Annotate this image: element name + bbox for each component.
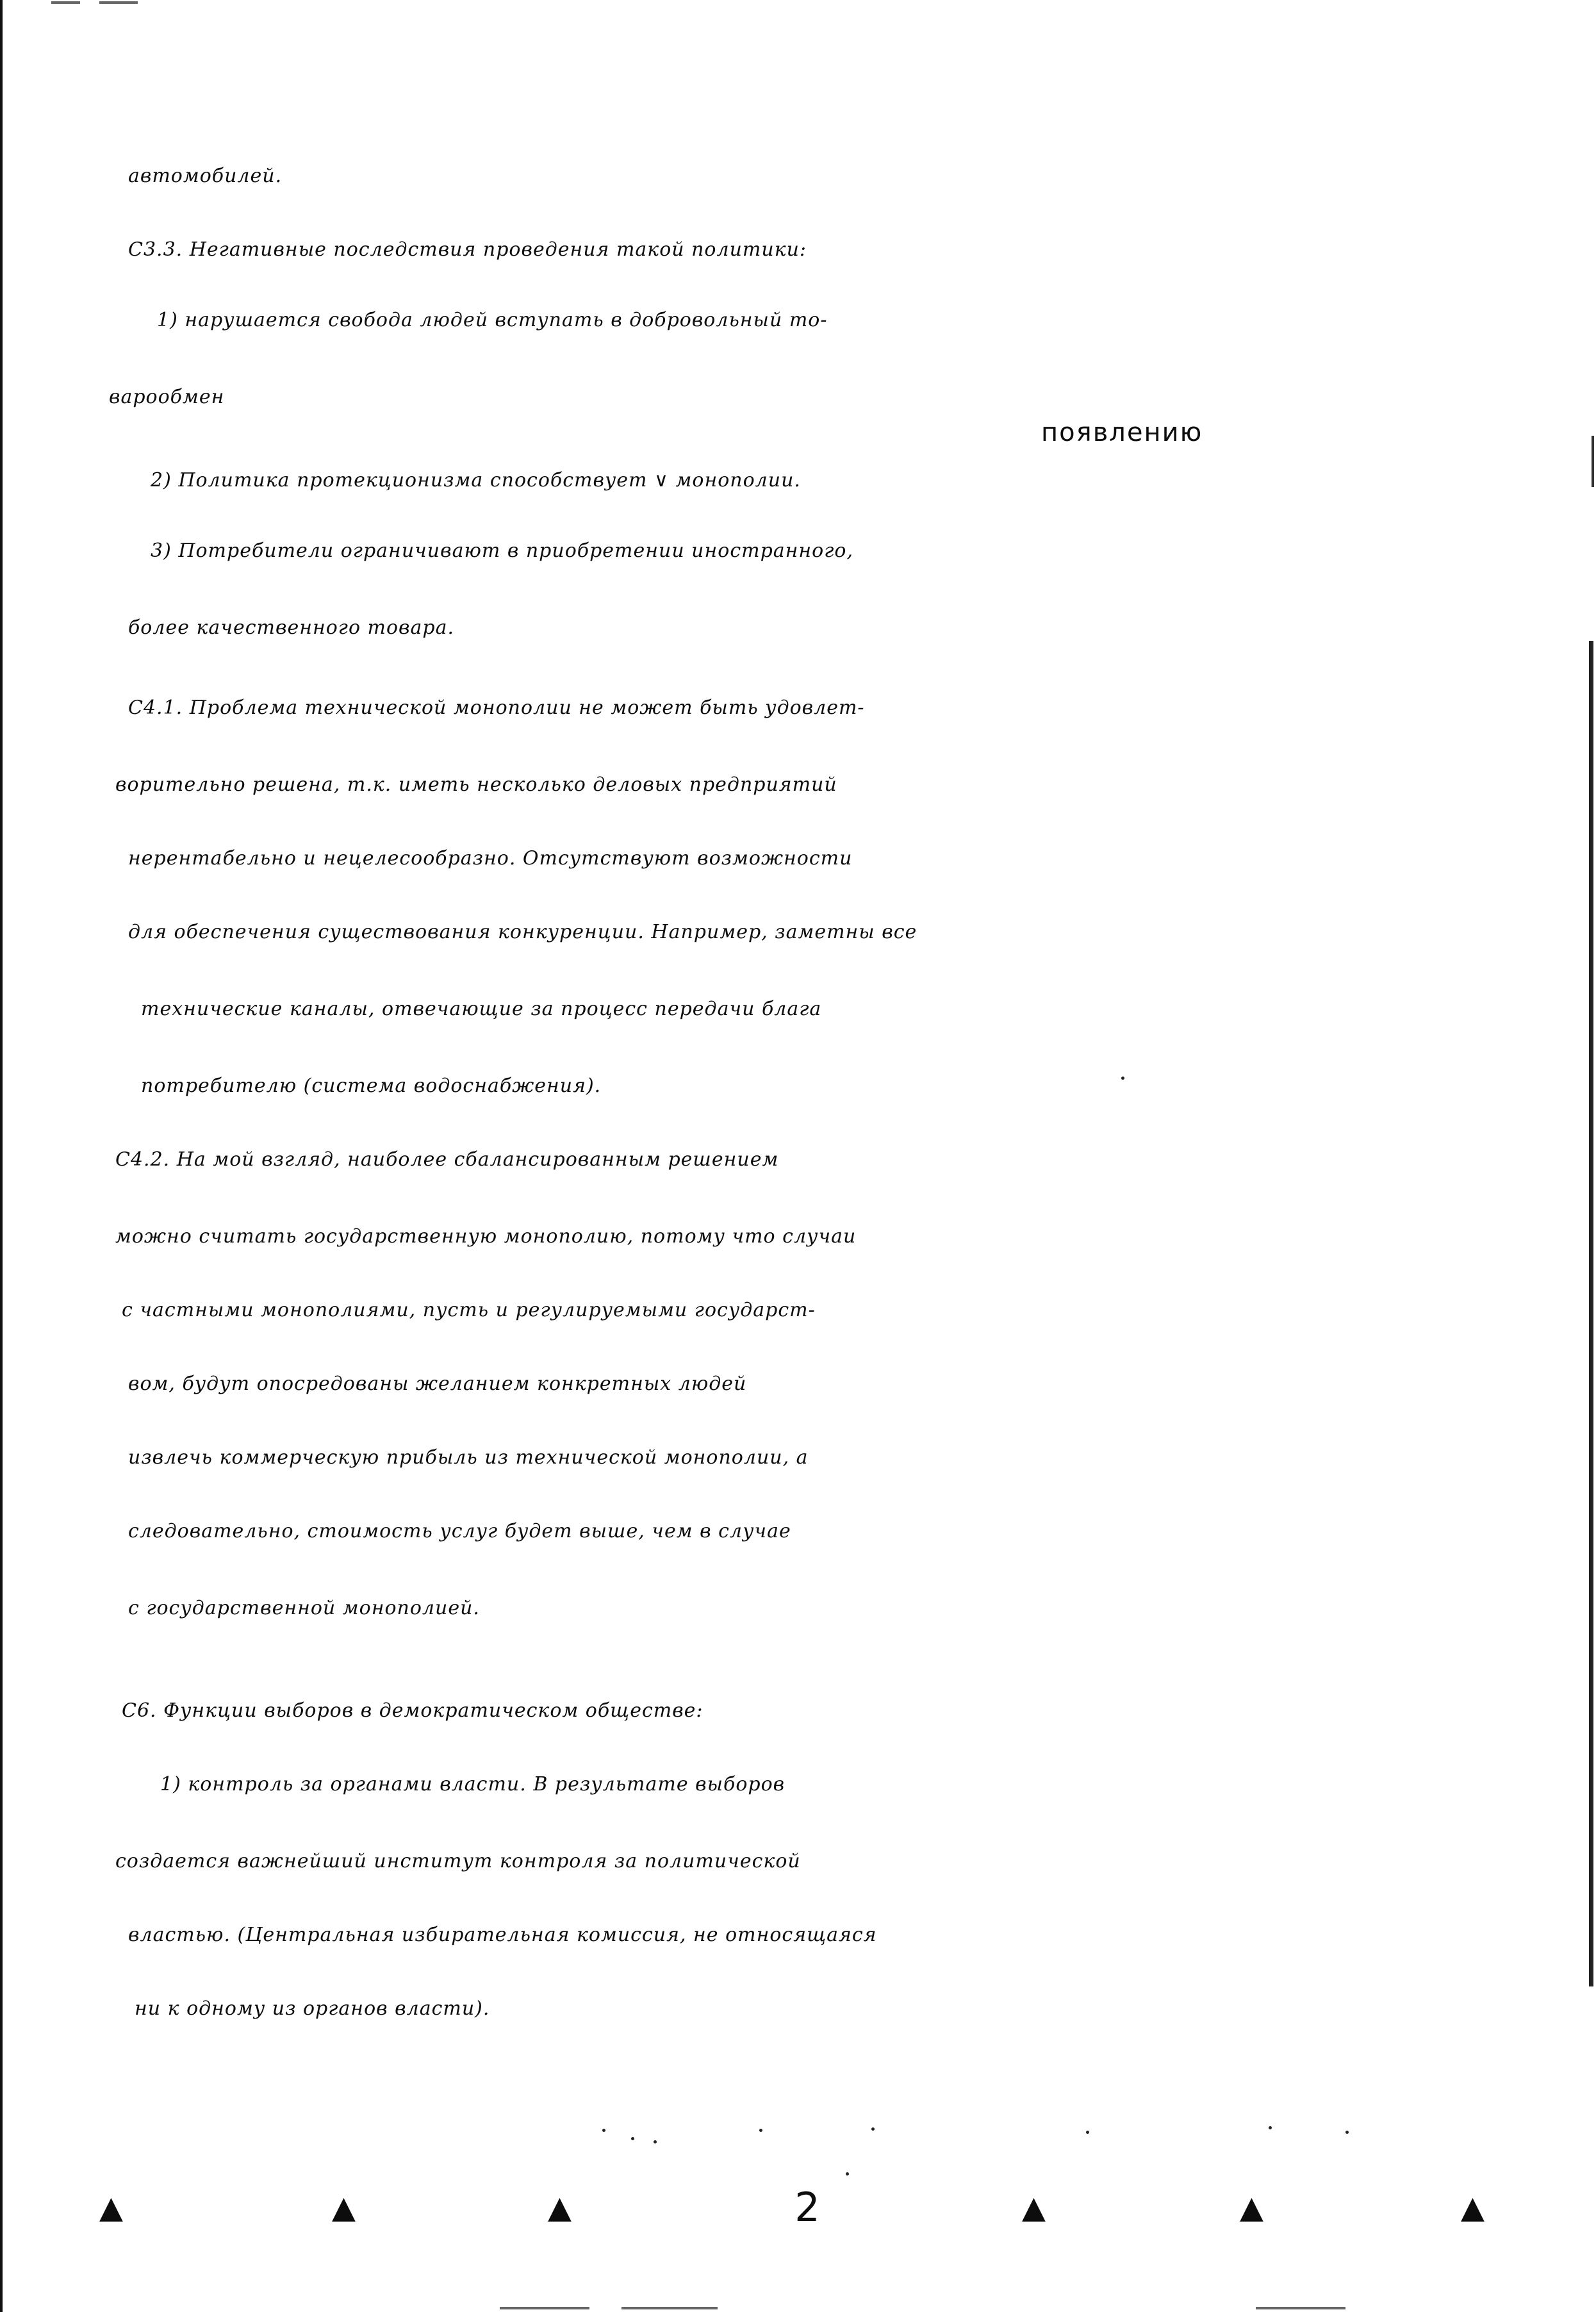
scan-speck (602, 2129, 605, 2132)
text-line: нерентабельно и нецелесообразно. Отсутствуют возможности (128, 847, 853, 870)
text-line: следовательно, стоимость услуг будет выше, чем в случае (128, 1520, 791, 1542)
registration-marker: ▲ (332, 2190, 356, 2225)
scan-speck (1269, 2126, 1272, 2129)
scan-speck (631, 2137, 634, 2140)
text-line: С3.3. Негативные последствия проведения такой политики: (128, 238, 807, 261)
text-line: можно считать государственную монополию, потому что случаи (115, 1225, 857, 1248)
registration-marker: ▲ (1240, 2190, 1263, 2225)
text-line: властью. (Центральная избирательная комиссия, не относящаяся (128, 1924, 877, 1946)
text-line: 2) Политика протекционизма способствует ∨ монополии. (151, 469, 801, 491)
text-line: С4.2. На мой взгляд, наиболее сбалансированным решением (115, 1148, 779, 1171)
text-line: технические каналы, отвечающие за процесс передачи блага (141, 998, 822, 1020)
scan-speck (846, 2172, 849, 2176)
text-line: более качественного товара. (128, 616, 455, 639)
scan-speck (1121, 1077, 1124, 1080)
bottom-dash (621, 2307, 718, 2309)
correction-insert: появлению (1041, 418, 1203, 447)
text-line: потребителю (система водоснабжения). (141, 1075, 602, 1097)
text-line: вом, будут опосредованы желанием конкретных людей (128, 1373, 747, 1395)
top-dash (99, 1, 138, 4)
text-line: варообмен (109, 386, 225, 408)
page-number: 2 (794, 2184, 820, 2231)
registration-marker: ▲ (1022, 2190, 1046, 2225)
text-line: 1) контроль за органами власти. В результате выборов (160, 1773, 786, 1796)
scan-speck (1086, 2131, 1089, 2134)
registration-marker: ▲ (99, 2190, 123, 2225)
bottom-dash (500, 2307, 589, 2309)
scan-speck (654, 2140, 657, 2143)
scan-speck (871, 2127, 875, 2131)
text-line: 3) Потребители ограничивают в приобретении иностранного, (151, 540, 854, 562)
text-line: извлечь коммерческую прибыль из технической монополии, а (128, 1446, 809, 1469)
scan-speck (759, 2129, 762, 2132)
text-line: 1) нарушается свобода людей вступать в добровольный то- (157, 309, 828, 331)
text-line: С4.1. Проблема технической монополии не может быть удовлет- (128, 697, 865, 719)
text-line: создается важнейший институт контроля за политической (115, 1850, 801, 1872)
registration-marker: ▲ (1461, 2190, 1485, 2225)
text-line: С6. Функции выборов в демократическом обществе: (122, 1699, 703, 1722)
bottom-dash (1256, 2307, 1345, 2309)
top-dash (51, 1, 80, 4)
text-line: для обеспечения существования конкуренции. Например, заметны все (128, 921, 917, 943)
text-line: ни к одному из органов власти). (135, 1997, 490, 2020)
registration-marker: ▲ (548, 2190, 572, 2225)
text-line: с государственной монополией. (128, 1597, 480, 1619)
scan-speck (1345, 2131, 1349, 2134)
text-line: ворительно решена, т.к. иметь несколько деловых предприятий (115, 773, 837, 796)
text-line: автомобилей. (128, 165, 283, 187)
text-line: с частными монополиями, пусть и регулируемыми государст- (122, 1299, 816, 1321)
